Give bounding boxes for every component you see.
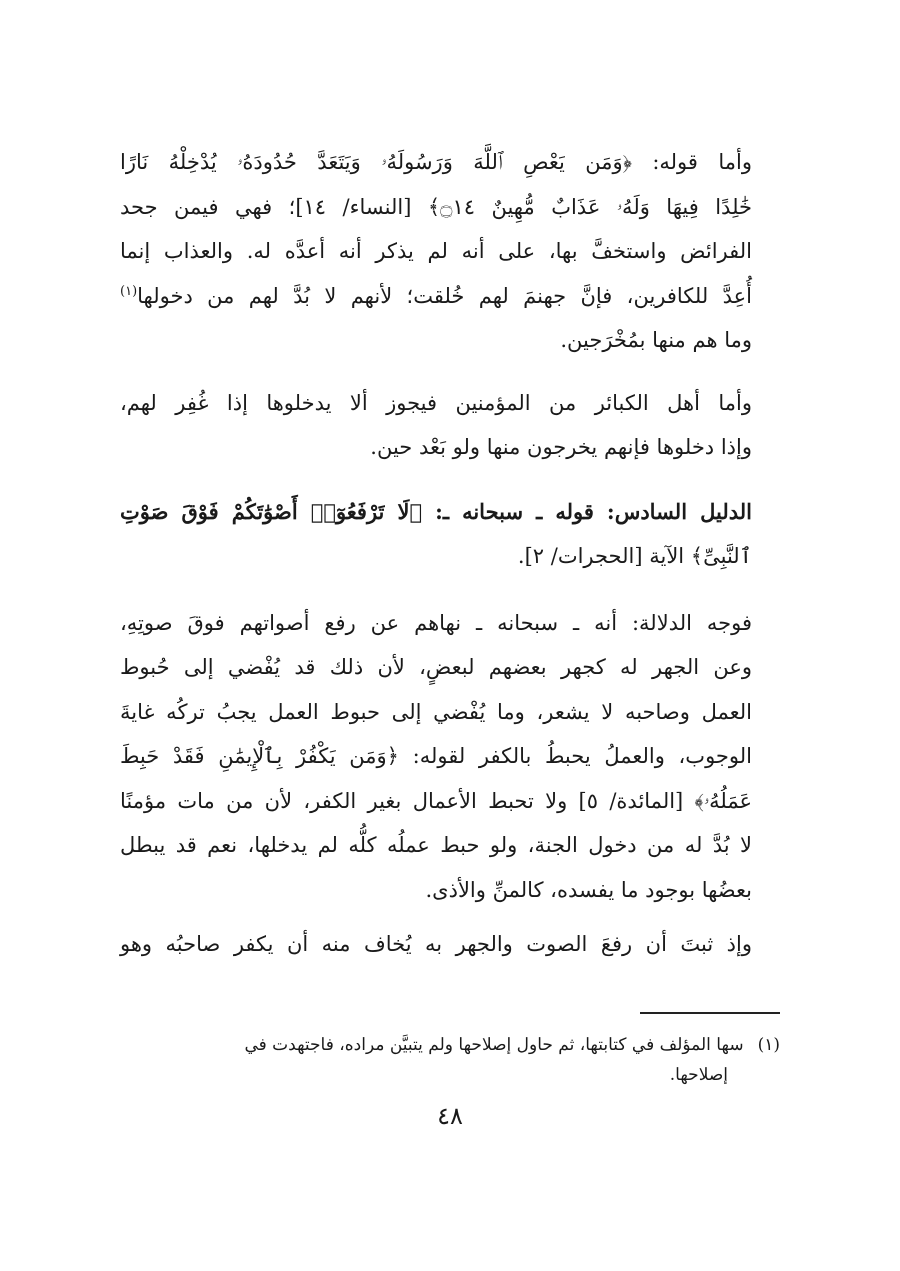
footnote-marker: (١) bbox=[120, 283, 138, 299]
footnote-divider bbox=[640, 1012, 780, 1014]
text-line: وأما قوله: ﴿وَمَن يَعْصِ ٱللَّهَ وَرَسُولَهُۥ وَيَتَعَدَّ حُدُودَهُۥ يُدْخِلْهُ نَارًا bbox=[120, 150, 752, 174]
footnote bbox=[120, 1030, 780, 1090]
footnote-number: (١) bbox=[757, 1035, 780, 1055]
text-line: العمل وصاحبه لا يشعر، وما يُفْضي إلى حبوط العمل يجبُ تركُه غايةَ bbox=[120, 699, 752, 724]
page-number: ٤٨ bbox=[437, 1102, 463, 1130]
text-line: فوجه الدلالة: أنه ـ سبحانه ـ نهاهم عن رفع أصواتهم فوقَ صوتِهِ، bbox=[120, 610, 752, 635]
text-line: بعضُها بوجود ما يفسده، كالمنِّ والأذى. bbox=[425, 877, 752, 902]
text-line: وأما أهل الكبائر من المؤمنين فيجوز ألا يدخلوها إذا غُفِر لهم، bbox=[120, 390, 752, 415]
text-line: الوجوب، والعملُ يحبطُ بالكفر لقوله: ﴿وَمَن يَكْفُرْ بِٱلْإِيمَٰنِ فَقَدْ حَبِطَ bbox=[120, 744, 752, 768]
text-line: وما هم منها بمُخْرَجين. bbox=[560, 328, 752, 352]
text-line: خَٰلِدًا فِيهَا وَلَهُۥ عَذَابٌ مُّهِينٌ ۝١٤﴾ [النساء/ ١٤]؛ فهي فيمن جحد bbox=[120, 194, 753, 219]
text-line-with-footnote bbox=[120, 274, 752, 319]
text-line: وإذا دخلوها فإنهم يخرجون منها ولو بَعْد حين. bbox=[370, 435, 752, 459]
text-line: عَمَلُهُۥ﴾ [المائدة/ ٥] ولا تحبط الأعمال بغير الكفر، لأن من مات مؤمنًا bbox=[120, 788, 752, 813]
footnote-text: سها المؤلف في كتابتها، ثم حاول إصلاحها ولم يتبيَّن مراده، فاجتهدت في bbox=[244, 1035, 744, 1055]
text-line: وإذ ثبتَ أن رفعَ الصوت والجهر به يُخاف منه أن يكفر صاحبُه وهو bbox=[120, 932, 752, 956]
main-text bbox=[120, 140, 780, 967]
paragraph-5 bbox=[120, 922, 780, 967]
text-line: ٱلنَّبِىِّ﴾ الآية [الحجرات/ ٢]. bbox=[517, 544, 752, 568]
footnote-line bbox=[120, 1030, 780, 1060]
text-line: وعن الجهر له كجهر بعضهم لبعضٍ، لأن ذلك قد يُفْضي إلى حُبوط bbox=[120, 655, 752, 679]
text-line: أُعِدَّ للكافرين، فإنَّ جهنمَ لهم خُلقت؛ لأنهم لا بُدَّ لهم من دخولها bbox=[137, 283, 752, 308]
paragraph-3 bbox=[120, 490, 780, 579]
paragraph-2 bbox=[120, 381, 780, 470]
footnote-text-continued: إصلاحها. bbox=[669, 1065, 728, 1085]
paragraph-4 bbox=[120, 601, 780, 913]
text-line: لا بُدَّ له من دخول الجنة، ولو حبط عملُه كلُّه لم يدخلها، نعم قد يبطل bbox=[120, 833, 752, 857]
paragraph-1 bbox=[120, 140, 780, 363]
text-line: الفرائض واستخفَّ بها، على أنه لم يذكر أنه أعدَّه له. والعذاب إنما bbox=[120, 239, 752, 263]
text-line: الدليل السادس: قوله ـ سبحانه ـ: ﴿لَا تَرْفَعُوٓا۟ أَصْوَٰتَكُمْ فَوْقَ صَوْتِ bbox=[120, 498, 752, 524]
